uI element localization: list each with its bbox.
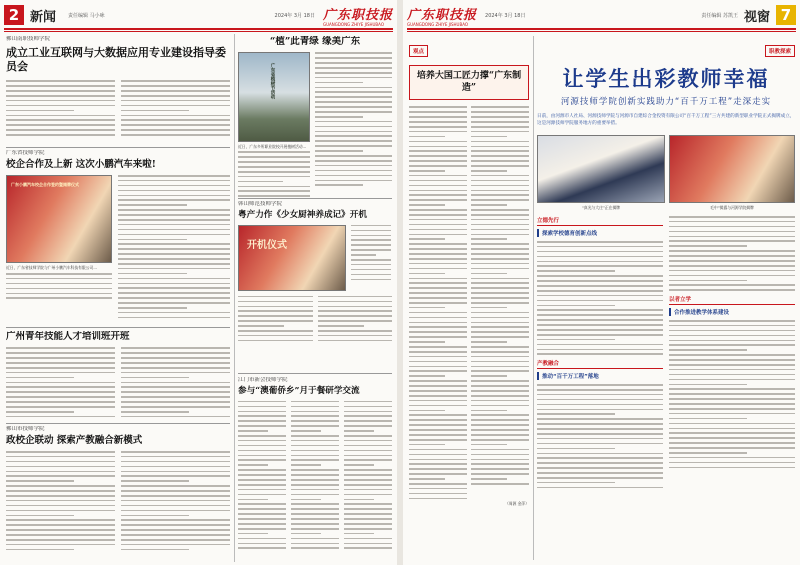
text-column (121, 347, 230, 420)
photo-caption: 近日，广东多所职业院校开展植树活动... (238, 144, 307, 150)
divider (6, 327, 230, 328)
article-title: 政校企联动 探索产教融合新模式 (6, 434, 143, 446)
article-body (6, 80, 230, 139)
article-title: 广州青年技能人才培训班开班 (6, 331, 130, 342)
section-label: 以者立学 (669, 295, 795, 305)
masthead-brand (407, 4, 477, 27)
article-industrial-internet (6, 36, 230, 156)
feature-left-column (537, 216, 663, 492)
editor-line: 责任编辑 苏凯王 (701, 12, 738, 19)
photo-overlay-text: 开机仪式 (247, 239, 287, 251)
text-column (121, 80, 230, 139)
editor-line: 责任编辑 马小咏 (68, 12, 105, 19)
photo-sign-text: 广东省植树节活动 (270, 63, 275, 100)
article-title: 校企合作及上新 这次小鹏汽车来啦! (6, 158, 156, 170)
text-column (291, 401, 339, 553)
feature-tag: 职教探索 (765, 45, 795, 57)
article-title: 成立工业互联网与大数据应用专业建设指导委员会 (6, 45, 226, 74)
photo-banner-text: 广东小鹏汽车校企合作签约暨揭牌仪式 (11, 181, 79, 187)
unveiling-photo (669, 135, 795, 203)
text-column (121, 451, 230, 554)
film-launch-photo (238, 225, 346, 291)
photo-caption: “真光与大庄”正在揭牌 (581, 205, 621, 210)
text-column (471, 106, 529, 507)
ceremony-stage-photo (537, 135, 665, 203)
right-newspaper-page (403, 0, 800, 565)
text-column (315, 52, 392, 200)
feature-lead: 日前，由河源市人社局、河源技师学院与河源市自建综合金投资有限公司“百千万工程”三方共建的新型职业学院正式揭牌成立，这是河源技师学院服务地方的重要举措。 (537, 114, 795, 126)
date-line: 2024年 3月 18日 (485, 12, 526, 19)
header-rule-thin (407, 31, 796, 32)
text-column (318, 296, 393, 345)
divider (6, 423, 230, 424)
opinion-title-box (409, 65, 529, 100)
article-film-launch (238, 201, 392, 376)
article-xpeng-cooperation (6, 150, 230, 325)
feature-title: 让学生出彩教师幸福 (562, 66, 770, 91)
page-number: 7 (776, 5, 796, 25)
brand-subtitle: GUANGDONG ZHIYE JISHUBAO (322, 21, 384, 27)
page-header (407, 4, 796, 26)
article-kicker: 佛山南职技师学院 (6, 36, 51, 42)
opinion-column (409, 38, 529, 560)
page-header (4, 4, 393, 26)
opinion-title: 培养大国工匠力撑“广东制造” (416, 71, 522, 93)
brand-title: 广东职技报 (407, 7, 478, 23)
text-column (6, 347, 115, 420)
signing-ceremony-photo (6, 175, 112, 263)
section-title: 推动“百千万工程”落地 (537, 372, 663, 380)
article-kicker: 佛山市技师学院 (6, 426, 45, 432)
text-column (6, 80, 115, 139)
column-divider (234, 34, 235, 562)
article-guangzhou-training (6, 331, 230, 426)
opinion-byline: （周源 金萍） (409, 501, 529, 506)
text-column (238, 296, 313, 345)
article-kicker: 韩山师范技师学院 (238, 201, 283, 207)
text-column (6, 451, 115, 554)
header-rule-thin (4, 31, 393, 32)
photo-caption: 毛中”揭露与河源学院揭牌 (710, 205, 754, 210)
section-name: 新闻 (30, 9, 57, 25)
article-title: “植”此青绿 缘美广东 (269, 36, 361, 47)
masthead-brand (323, 4, 393, 27)
tree-planting-photo (238, 52, 310, 142)
column-divider (533, 36, 534, 560)
article-title: 参与“澳葡侨乡”月于餐研学交流 (238, 385, 360, 396)
divider (238, 373, 392, 374)
header-rule (4, 28, 393, 30)
header-rule (407, 28, 796, 30)
section-label: 立德先行 (537, 216, 663, 226)
section-title: 合作推进教学体系建设 (669, 308, 795, 316)
opinion-tag: 观点 (409, 45, 428, 57)
section-title: 探索学校德育创新点线 (537, 229, 663, 237)
text-column (118, 175, 230, 322)
text-column (238, 401, 286, 553)
divider (238, 198, 392, 199)
article-title: 粤产力作《少女厨神养成记》开机 (238, 209, 367, 220)
photo-caption: 近日，广东省技师学院与广州小鹏汽车科技有限公司... (6, 264, 97, 270)
left-newspaper-page (0, 0, 397, 565)
article-macau-study-tour (238, 377, 392, 562)
feature-subtitle: 河源技师学院创新实践助力“百千万工程”走深走实 (560, 97, 772, 107)
text-column (344, 401, 392, 553)
article-kicker: 广东省技师学院 (6, 150, 45, 156)
feature-right-column (669, 216, 795, 492)
date-line: 2024年 3月 18日 (274, 12, 315, 19)
text-column (351, 225, 391, 291)
section-name: 视窗 (743, 9, 770, 25)
article-government-school-enterprise (6, 426, 230, 562)
feature-article (537, 38, 795, 560)
article-tree-planting (238, 36, 392, 216)
text-column (409, 106, 467, 507)
divider (6, 147, 230, 148)
page-number: 2 (4, 5, 24, 25)
article-kicker: 江门市新会技师学院 (238, 377, 288, 383)
brand-subtitle: GUANGDONG ZHIYE JISHUBAO (407, 21, 469, 27)
brand-title: 广东职技报 (322, 7, 393, 23)
section-label: 产教融合 (537, 359, 663, 369)
